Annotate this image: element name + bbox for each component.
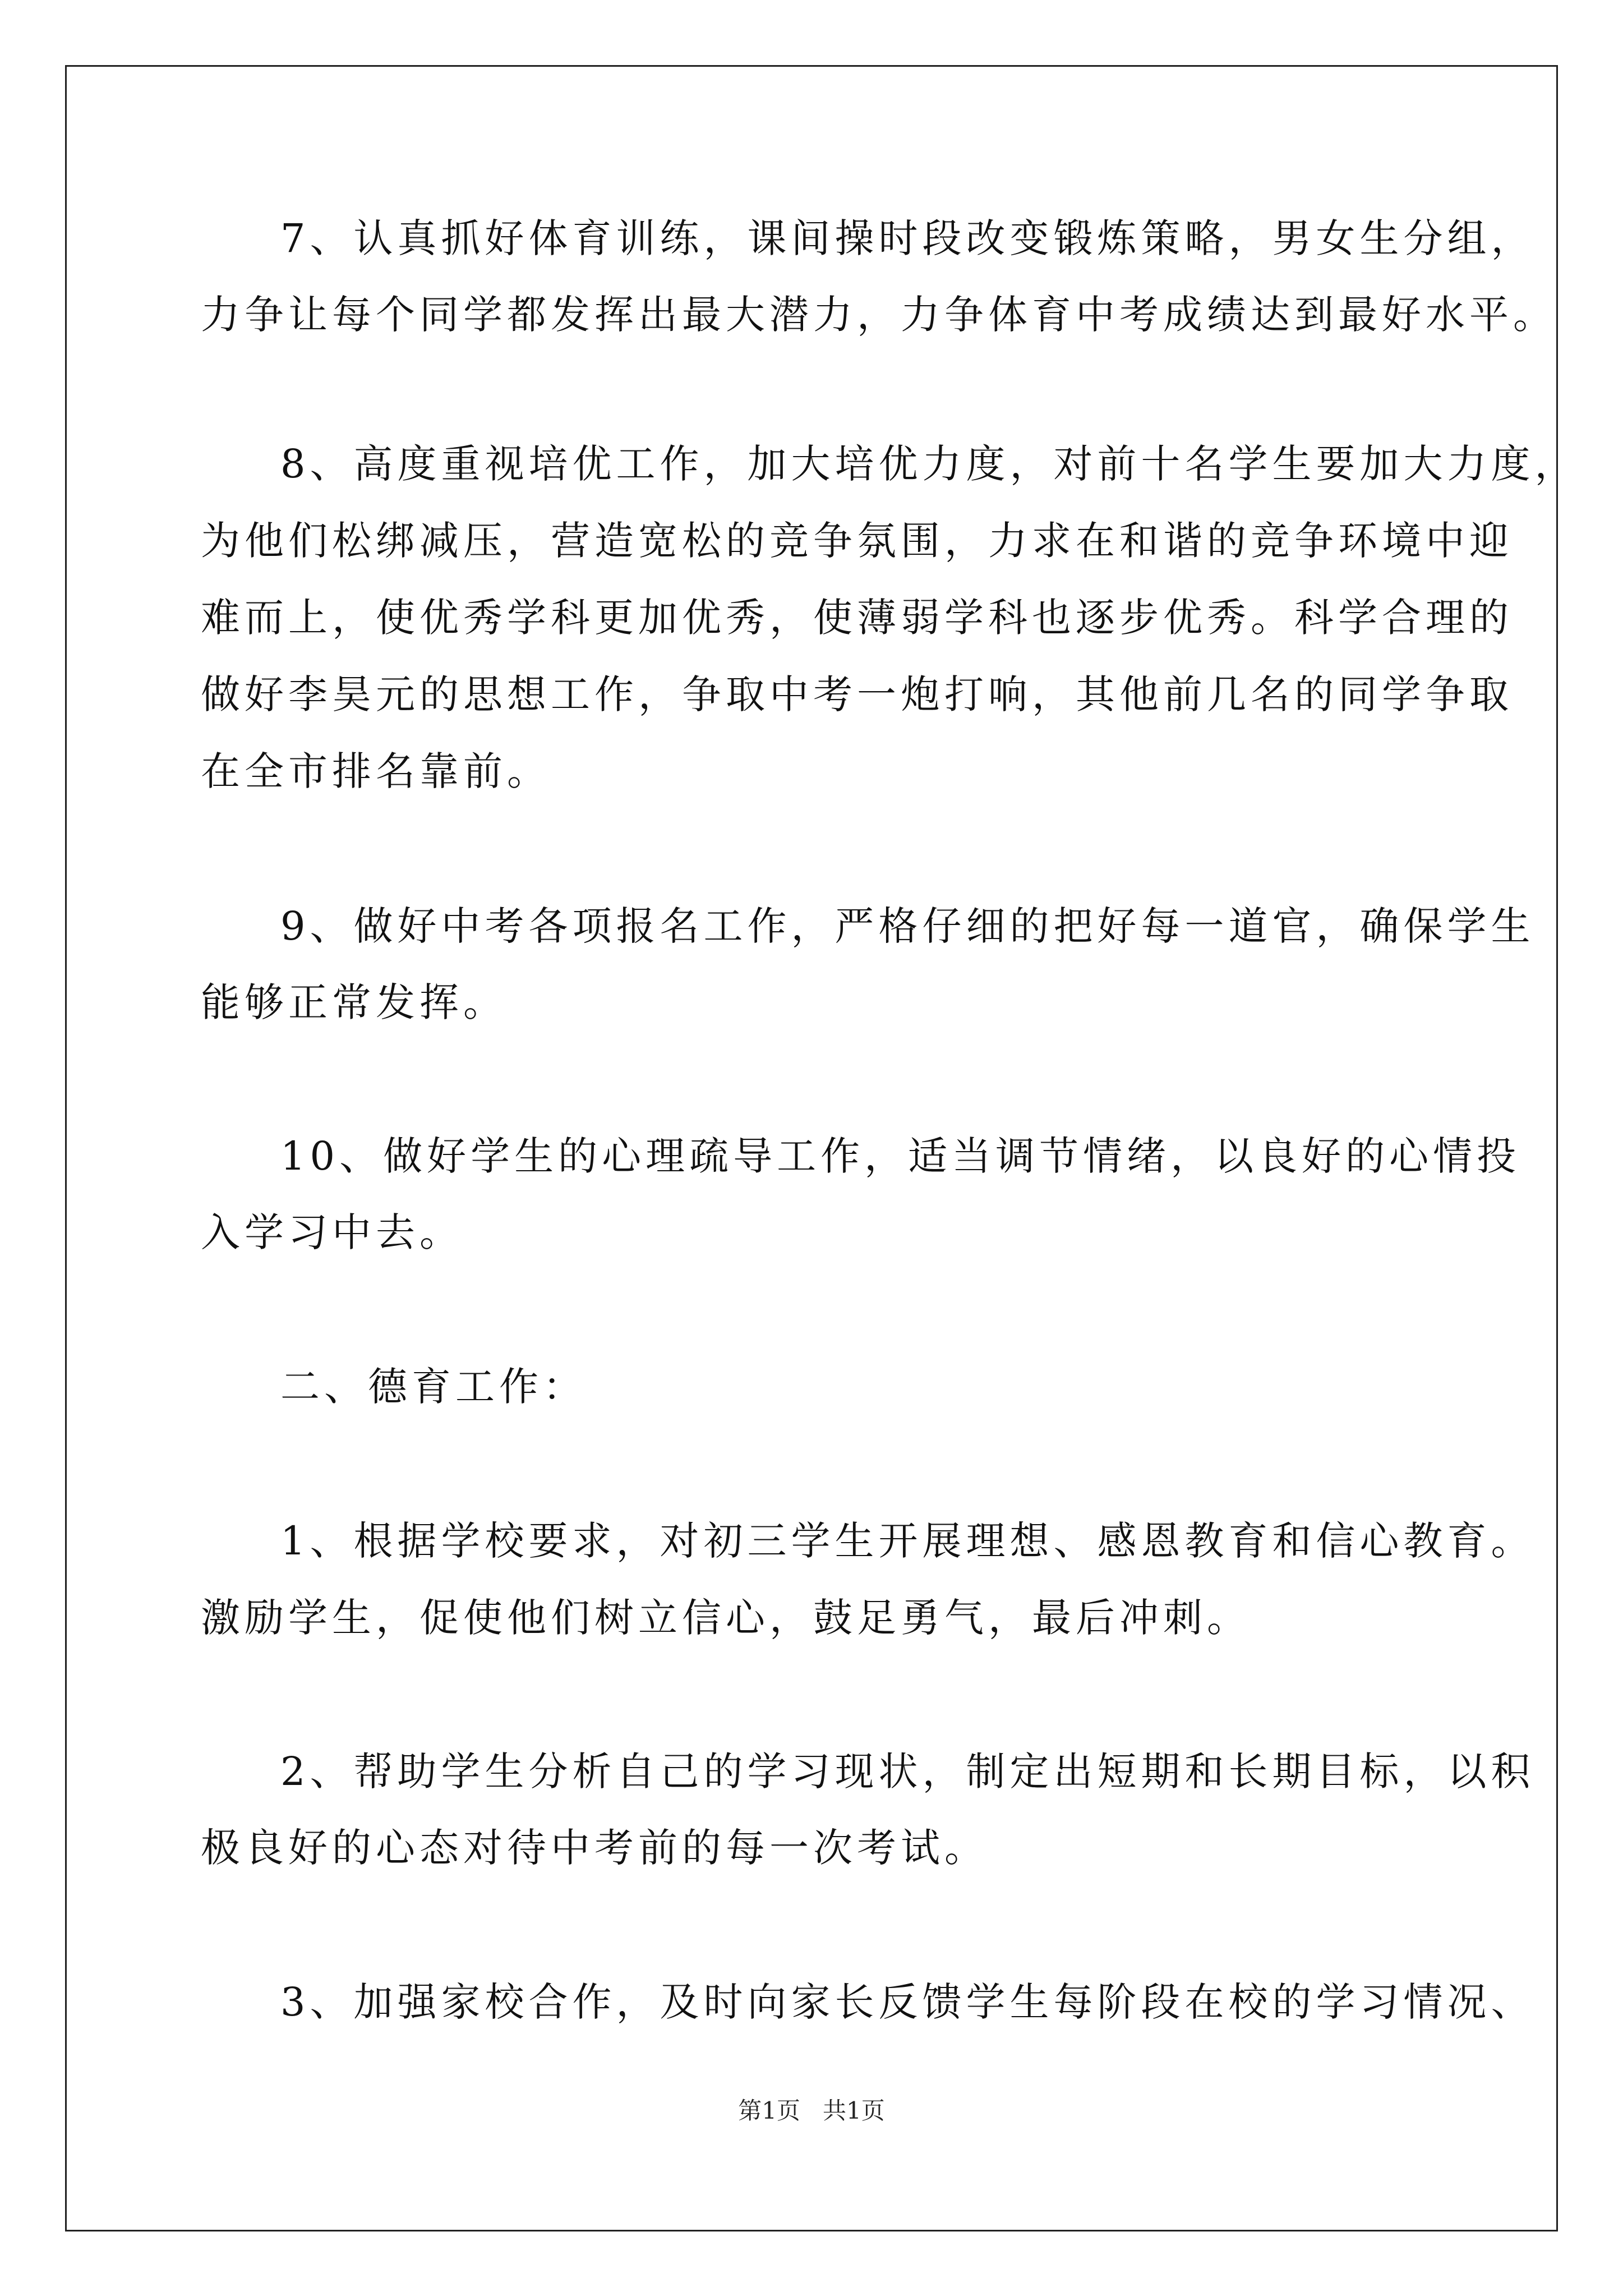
paragraph-line: 8、高度重视培优工作，加大培优力度，对前十名学生要加大力度，	[280, 441, 1579, 487]
paragraph-line: 力争让每个同学都发挥出最大潜力，力争体育中考成绩达到最好水平。	[201, 292, 1557, 338]
paragraph-line: 2、帮助学生分析自己的学习现状，制定出短期和长期目标，以积	[280, 1749, 1535, 1795]
paragraph-line: 3、加强家校合作，及时向家长反馈学生每阶段在校的学习情况、	[280, 1979, 1535, 2025]
paragraph-line: 在全市排名靠前。	[201, 748, 551, 794]
paragraph-line: 极良好的心态对待中考前的每一次考试。	[201, 1825, 988, 1871]
paragraph-line: 入学习中去。	[201, 1209, 463, 1255]
page-footer	[0, 2095, 1623, 2127]
paragraph-line: 9、做好中考各项报名工作，严格仔细的把好每一道官，确保学生	[280, 903, 1535, 949]
paragraph-line: 10、做好学生的心理疏导工作，适当调节情绪，以良好的心情投	[280, 1133, 1521, 1179]
paragraph-line: 做好李昊元的思想工作，争取中考一炮打响，其他前几名的同学争取	[201, 671, 1513, 717]
paragraph-line: 为他们松绑减压，营造宽松的竞争氛围，力求在和谐的竞争环境中迎	[201, 518, 1513, 564]
paragraph-line: 7、认真抓好体育训练，课间操时段改变锻炼策略，男女生分组，	[280, 215, 1535, 261]
paragraph-line: 难而上，使优秀学科更加优秀，使薄弱学科也逐步优秀。科学合理的	[201, 595, 1513, 641]
page-total: 共1页	[823, 2097, 885, 2124]
page-number: 第1页	[738, 2097, 800, 2124]
paragraph-line: 1、根据学校要求，对初三学生开展理想、感恩教育和信心教育。	[280, 1518, 1535, 1564]
paragraph-line: 能够正常发挥。	[201, 979, 507, 1025]
section-heading: 二、德育工作：	[280, 1364, 587, 1410]
paragraph-line: 激励学生，促使他们树立信心，鼓足勇气，最后冲刺。	[201, 1595, 1251, 1641]
